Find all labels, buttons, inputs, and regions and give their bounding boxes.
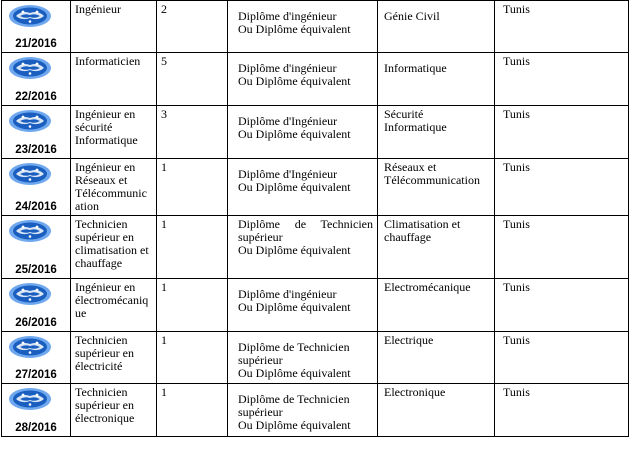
position-line: supérieur en bbox=[75, 346, 134, 360]
diploma-line: Ou Diplôme équivalent bbox=[238, 243, 351, 257]
reference-code: 24/2016 bbox=[15, 201, 57, 213]
position-line: Technicien bbox=[75, 385, 128, 399]
reference-code: 21/2016 bbox=[15, 38, 57, 50]
location-cell bbox=[495, 384, 629, 437]
count-cell bbox=[157, 216, 228, 279]
diploma-line: Diplôme d'ingénieur bbox=[238, 61, 337, 75]
count-cell bbox=[157, 332, 228, 384]
count-cell bbox=[157, 279, 228, 332]
specialty-line: Electrique bbox=[384, 333, 434, 347]
reference-code: 22/2016 bbox=[15, 91, 57, 103]
count-cell bbox=[157, 106, 228, 159]
position-line: Réseaux et bbox=[75, 173, 128, 187]
diploma-line: Ou Diplôme équivalent bbox=[238, 127, 351, 141]
table-row bbox=[2, 279, 629, 332]
institution-logo-icon bbox=[8, 282, 52, 306]
position-line: Informaticien bbox=[75, 54, 141, 68]
count-value: 1 bbox=[161, 385, 167, 399]
count-cell bbox=[157, 1, 228, 53]
specialty-cell bbox=[378, 216, 495, 279]
location-value: Tunis bbox=[503, 160, 530, 174]
specialty-line: Electronique bbox=[384, 385, 446, 399]
specialty-cell bbox=[378, 106, 495, 159]
location-cell bbox=[495, 279, 629, 332]
table-row bbox=[2, 332, 629, 384]
count-value: 1 bbox=[161, 280, 167, 294]
diploma-line: Ou Diplôme équivalent bbox=[238, 418, 351, 432]
specialty-cell bbox=[378, 279, 495, 332]
table-row bbox=[2, 159, 629, 216]
position-line: Technicien bbox=[75, 333, 128, 347]
reference-cell bbox=[2, 216, 71, 279]
specialty-cell bbox=[378, 1, 495, 53]
location-value: Tunis bbox=[503, 107, 530, 121]
diploma-line: supérieur bbox=[238, 353, 283, 367]
count-value: 5 bbox=[161, 54, 167, 68]
position-line: ue bbox=[75, 306, 87, 320]
specialty-line: Electromécanique bbox=[384, 280, 471, 294]
reference-cell bbox=[2, 1, 71, 53]
diploma-line: Diplôme d'ingénieur bbox=[238, 287, 337, 301]
institution-logo-icon bbox=[8, 162, 52, 186]
position-line: chauffage bbox=[75, 256, 123, 270]
position-line: supérieur en bbox=[75, 230, 134, 244]
specialty-cell bbox=[378, 332, 495, 384]
position-line: Ingénieur en bbox=[75, 107, 136, 121]
diploma-line: Diplôme d'ingénieur bbox=[238, 9, 337, 23]
institution-logo-icon bbox=[8, 56, 52, 80]
specialty-line: Informatique bbox=[384, 120, 447, 134]
diploma-cell bbox=[228, 1, 378, 53]
count-value: 3 bbox=[161, 107, 167, 121]
diploma-cell bbox=[228, 384, 378, 437]
position-line: Ingénieur en bbox=[75, 160, 136, 174]
reference-cell bbox=[2, 159, 71, 216]
position-cell bbox=[71, 1, 157, 53]
location-value: Tunis bbox=[503, 54, 530, 68]
positions-table-body bbox=[2, 1, 629, 437]
location-value: Tunis bbox=[503, 333, 530, 347]
count-cell bbox=[157, 384, 228, 437]
count-value: 1 bbox=[161, 160, 167, 174]
position-line: Ingénieur en bbox=[75, 280, 136, 294]
institution-logo-icon bbox=[8, 109, 52, 133]
reference-code: 27/2016 bbox=[15, 369, 57, 381]
position-line: Technicien bbox=[75, 217, 128, 231]
location-value: Tunis bbox=[503, 280, 530, 294]
diploma-line: Diplôme de Technicien bbox=[238, 392, 350, 406]
diploma-cell bbox=[228, 332, 378, 384]
position-cell bbox=[71, 53, 157, 106]
count-value: 1 bbox=[161, 333, 167, 347]
specialty-line: Génie Civil bbox=[384, 9, 440, 23]
diploma-cell bbox=[228, 53, 378, 106]
institution-logo-icon bbox=[8, 4, 52, 28]
diploma-line: Ou Diplôme équivalent bbox=[238, 180, 351, 194]
count-value: 1 bbox=[161, 217, 167, 231]
position-cell bbox=[71, 279, 157, 332]
location-cell bbox=[495, 106, 629, 159]
reference-cell bbox=[2, 279, 71, 332]
reference-cell bbox=[2, 384, 71, 437]
specialty-line: Climatisation et bbox=[384, 217, 461, 231]
count-cell bbox=[157, 159, 228, 216]
location-cell bbox=[495, 53, 629, 106]
diploma-line: supérieur bbox=[238, 230, 283, 244]
position-line: sécurité bbox=[75, 120, 113, 134]
location-cell bbox=[495, 159, 629, 216]
specialty-cell bbox=[378, 384, 495, 437]
diploma-line: supérieur bbox=[238, 405, 283, 419]
location-cell bbox=[495, 1, 629, 53]
location-value: Tunis bbox=[503, 385, 530, 399]
specialty-cell bbox=[378, 53, 495, 106]
institution-logo-icon bbox=[8, 335, 52, 359]
location-value: Tunis bbox=[503, 217, 530, 231]
diploma-line: Diplôme d'Ingénieur bbox=[238, 167, 338, 181]
position-line: électricité bbox=[75, 359, 123, 373]
diploma-line: Ou Diplôme équivalent bbox=[238, 300, 351, 314]
location-value: Tunis bbox=[503, 2, 530, 16]
position-line: supérieur en bbox=[75, 398, 134, 412]
reference-code: 25/2016 bbox=[15, 264, 57, 276]
positions-table bbox=[1, 0, 629, 437]
position-cell bbox=[71, 216, 157, 279]
position-cell bbox=[71, 332, 157, 384]
reference-code: 26/2016 bbox=[15, 317, 57, 329]
location-cell bbox=[495, 216, 629, 279]
diploma-cell bbox=[228, 159, 378, 216]
position-cell bbox=[71, 384, 157, 437]
diploma-cell bbox=[228, 216, 378, 279]
table-row bbox=[2, 384, 629, 437]
diploma-cell bbox=[228, 106, 378, 159]
specialty-line: Sécurité bbox=[384, 107, 424, 121]
position-line: Ingénieur bbox=[75, 2, 121, 16]
table-row bbox=[2, 53, 629, 106]
position-line: électromécaniq bbox=[75, 293, 149, 307]
count-value: 2 bbox=[161, 2, 167, 16]
position-cell bbox=[71, 159, 157, 216]
position-cell bbox=[71, 106, 157, 159]
specialty-line: Informatique bbox=[384, 61, 447, 75]
diploma-line: Diplôme de Technicien bbox=[238, 217, 373, 231]
count-cell bbox=[157, 53, 228, 106]
diploma-line: Ou Diplôme équivalent bbox=[238, 74, 351, 88]
reference-cell bbox=[2, 332, 71, 384]
table-row bbox=[2, 1, 629, 53]
specialty-cell bbox=[378, 159, 495, 216]
specialty-line: Réseaux et bbox=[384, 160, 437, 174]
reference-code: 23/2016 bbox=[15, 144, 57, 156]
institution-logo-icon bbox=[8, 219, 52, 243]
table-row bbox=[2, 106, 629, 159]
position-line: Télécommunic bbox=[75, 186, 147, 200]
position-line: ation bbox=[75, 199, 99, 213]
diploma-line: Diplôme de Technicien bbox=[238, 340, 350, 354]
institution-logo-icon bbox=[8, 387, 52, 411]
reference-cell bbox=[2, 106, 71, 159]
reference-cell bbox=[2, 53, 71, 106]
location-cell bbox=[495, 332, 629, 384]
diploma-line: Ou Diplôme équivalent bbox=[238, 22, 351, 36]
reference-code: 28/2016 bbox=[15, 422, 57, 434]
diploma-line: Diplôme d'Ingénieur bbox=[238, 114, 338, 128]
specialty-line: Télécommunication bbox=[384, 173, 480, 187]
specialty-line: chauffage bbox=[384, 230, 432, 244]
position-line: électronique bbox=[75, 411, 135, 425]
position-line: Informatique bbox=[75, 133, 138, 147]
diploma-cell bbox=[228, 279, 378, 332]
diploma-line: Ou Diplôme équivalent bbox=[238, 366, 351, 380]
table-row bbox=[2, 216, 629, 279]
position-line: climatisation et bbox=[75, 243, 149, 257]
